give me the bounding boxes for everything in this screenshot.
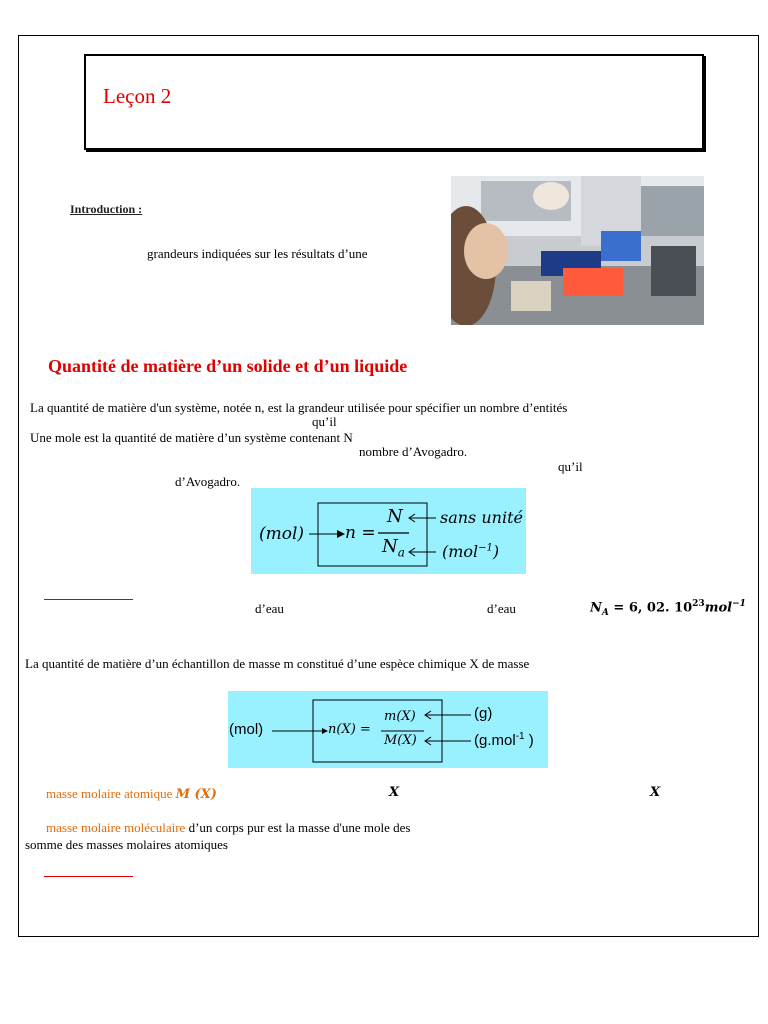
formula1-note-bottom: (mol$^{-1}$)	[442, 542, 500, 561]
symbol-x-2: X	[650, 785, 661, 800]
formula1-denominator: $N_a$	[382, 536, 405, 560]
formula1-lhs: n =	[345, 523, 376, 543]
red-underline-1	[44, 599, 133, 600]
formula-mass	[228, 691, 548, 768]
water-label-2: d’eau	[487, 601, 516, 616]
formula-avogadro	[251, 488, 526, 574]
section-heading: Quantité de matière d’un solide et d’un liquide	[48, 356, 408, 376]
molecular-molar-mass-line-2: somme des masses molaires atomiques	[25, 837, 228, 852]
lesson-title-box	[84, 54, 704, 150]
intro-text: grandeurs indiquées sur les résultats d’une	[147, 246, 368, 261]
formula1-note-top: sans unité	[440, 508, 523, 527]
formula1-left-unit: (mol)	[259, 524, 305, 544]
lesson-title: Leçon 2	[103, 84, 172, 108]
molecular-molar-mass-line: masse molaire moléculaire d’un corps pur est la masse d'une mole des	[46, 820, 411, 835]
formula1-numerator: N	[387, 506, 403, 527]
mass-definition-line: La quantité de matière d’un échantillon de masse m constitué d’une espèce chimique X de masse	[25, 656, 530, 671]
formula2-unit-top: (g)	[474, 705, 493, 722]
red-underline-2	[44, 876, 133, 877]
atomic-molar-mass-line: masse molaire atomique M (X)	[46, 786, 217, 802]
formula2-lhs: n(X) =	[328, 722, 371, 737]
water-label-1: d’eau	[255, 601, 284, 616]
definition-line-6: d’Avogadro.	[175, 474, 241, 489]
symbol-x-1: X	[389, 785, 400, 800]
formula2-unit-bottom: (g.mol$^{-1}$ )	[474, 731, 534, 749]
formula2-left-unit: (mol)	[229, 721, 264, 738]
definition-line-4: nombre d’Avogadro.	[359, 444, 468, 459]
definition-line-5: qu’il	[558, 459, 583, 474]
formula2-numerator: m(X)	[384, 709, 416, 724]
formula2-denominator: M(X)	[384, 733, 417, 748]
intro-label: Introduction :	[70, 202, 143, 216]
lab-photo	[451, 176, 704, 325]
definition-line-2: qu’il	[312, 414, 337, 429]
definition-line-3: Une mole est la quantité de matière d’un système contenant N	[30, 430, 353, 445]
avogadro-constant: $N_A = 6$, 02. $10^{23}mol^{-1}$	[590, 599, 746, 618]
definition-line-1: La quantité de matière d'un système, notée n, est la grandeur utilisée pour spécifier un nombre d’entités	[30, 400, 568, 415]
